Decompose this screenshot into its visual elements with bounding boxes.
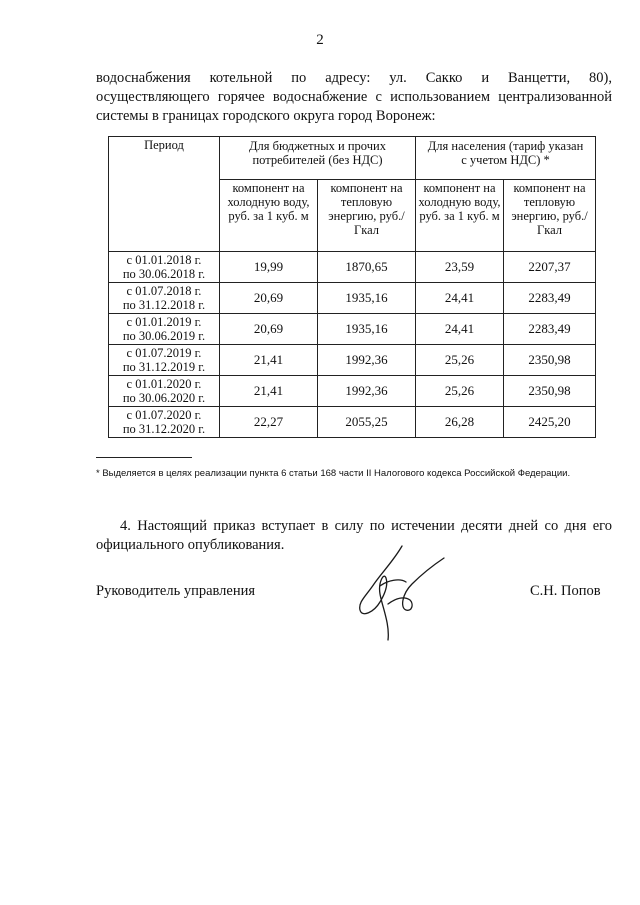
- budget-cold-cell: 22,27: [220, 407, 318, 438]
- budget-cold-cell: 20,69: [220, 283, 318, 314]
- header-budget-group: Для бюджетных и прочих потребителей (без НДС): [220, 137, 416, 180]
- population-cold-cell: 23,59: [416, 252, 504, 283]
- budget-cold-cell: 19,99: [220, 252, 318, 283]
- table-row: [109, 283, 596, 314]
- population-heat-cell: 2207,37: [504, 252, 596, 283]
- budget-heat-cell: 2055,25: [318, 407, 416, 438]
- budget-heat-cell: 1935,16: [318, 283, 416, 314]
- period-from: с 01.01.2018 г.: [126, 253, 202, 267]
- subheader-population-cold: компонент на холодную воду, руб. за 1 куб. м: [416, 180, 504, 252]
- table-row: [109, 252, 596, 283]
- tariff-table: [108, 136, 596, 438]
- period-cell: [109, 345, 220, 376]
- period-from: с 01.07.2020 г.: [126, 408, 202, 422]
- period-from: с 01.01.2019 г.: [126, 315, 202, 329]
- population-cold-cell: 26,28: [416, 407, 504, 438]
- population-heat-cell: 2283,49: [504, 283, 596, 314]
- table-row: [109, 314, 596, 345]
- table-row: [109, 407, 596, 438]
- period-cell: [109, 376, 220, 407]
- header-population-group: Для населения (тариф указан с учетом НДС) *: [416, 137, 596, 180]
- population-cold-cell: 24,41: [416, 283, 504, 314]
- population-heat-cell: 2350,98: [504, 376, 596, 407]
- budget-heat-cell: 1935,16: [318, 314, 416, 345]
- period-to: по 31.12.2019 г.: [122, 360, 206, 374]
- clause-4-line-2: официального опубликования.: [96, 537, 285, 553]
- budget-cold-cell: 21,41: [220, 376, 318, 407]
- population-cold-cell: 25,26: [416, 376, 504, 407]
- budget-heat-cell: 1992,36: [318, 345, 416, 376]
- period-to: по 30.06.2018 г.: [122, 267, 206, 281]
- subheader-budget-cold: компонент на холодную воду, руб. за 1 куб. м: [220, 180, 318, 252]
- header-period: Период: [109, 137, 220, 252]
- footnote: * Выделяется в целях реализации пункта 6 статьи 168 части II Налогового кодекса Российской Федерации.: [96, 468, 571, 479]
- period-to: по 30.06.2020 г.: [122, 391, 206, 405]
- period-from: с 01.07.2019 г.: [126, 346, 202, 360]
- signer-name: С.Н. Попов: [530, 583, 601, 599]
- period-from: с 01.07.2018 г.: [126, 284, 202, 298]
- population-cold-cell: 24,41: [416, 314, 504, 345]
- budget-cold-cell: 20,69: [220, 314, 318, 345]
- population-heat-cell: 2425,20: [504, 407, 596, 438]
- period-to: по 31.12.2020 г.: [122, 422, 206, 436]
- table-row: [109, 376, 596, 407]
- intro-paragraph: [96, 69, 612, 126]
- clause-4-line-1: 4. Настоящий приказ вступает в силу по истечении десяти дней со дня его: [120, 518, 612, 534]
- subheader-population-heat: компонент на тепловую энергию, руб./Гкал: [504, 180, 596, 252]
- population-cold-cell: 25,26: [416, 345, 504, 376]
- subheader-budget-heat: компонент на тепловую энергию, руб./Гкал: [318, 180, 416, 252]
- signer-title: Руководитель управления: [96, 583, 256, 599]
- period-cell: [109, 314, 220, 345]
- table-row: [109, 345, 596, 376]
- period-cell: [109, 407, 220, 438]
- handwritten-signature: [340, 540, 450, 650]
- period-from: с 01.01.2020 г.: [126, 377, 202, 391]
- budget-cold-cell: 21,41: [220, 345, 318, 376]
- period-cell: [109, 252, 220, 283]
- population-heat-cell: 2283,49: [504, 314, 596, 345]
- budget-heat-cell: 1870,65: [318, 252, 416, 283]
- population-heat-cell: 2350,98: [504, 345, 596, 376]
- intro-line-3: системы в границах городского округа город Воронеж:: [96, 108, 436, 124]
- page-number: 2: [316, 32, 324, 48]
- footnote-divider: [96, 457, 192, 458]
- period-to: по 31.12.2018 г.: [122, 298, 206, 312]
- period-to: по 30.06.2019 г.: [122, 329, 206, 343]
- period-cell: [109, 283, 220, 314]
- budget-heat-cell: 1992,36: [318, 376, 416, 407]
- intro-line-2: осуществляющего горячее водоснабжение с использованием централизованной: [96, 89, 612, 105]
- intro-line-1: водоснабжения котельной по адресу: ул. Сакко и Ванцетти, 80),: [96, 70, 612, 86]
